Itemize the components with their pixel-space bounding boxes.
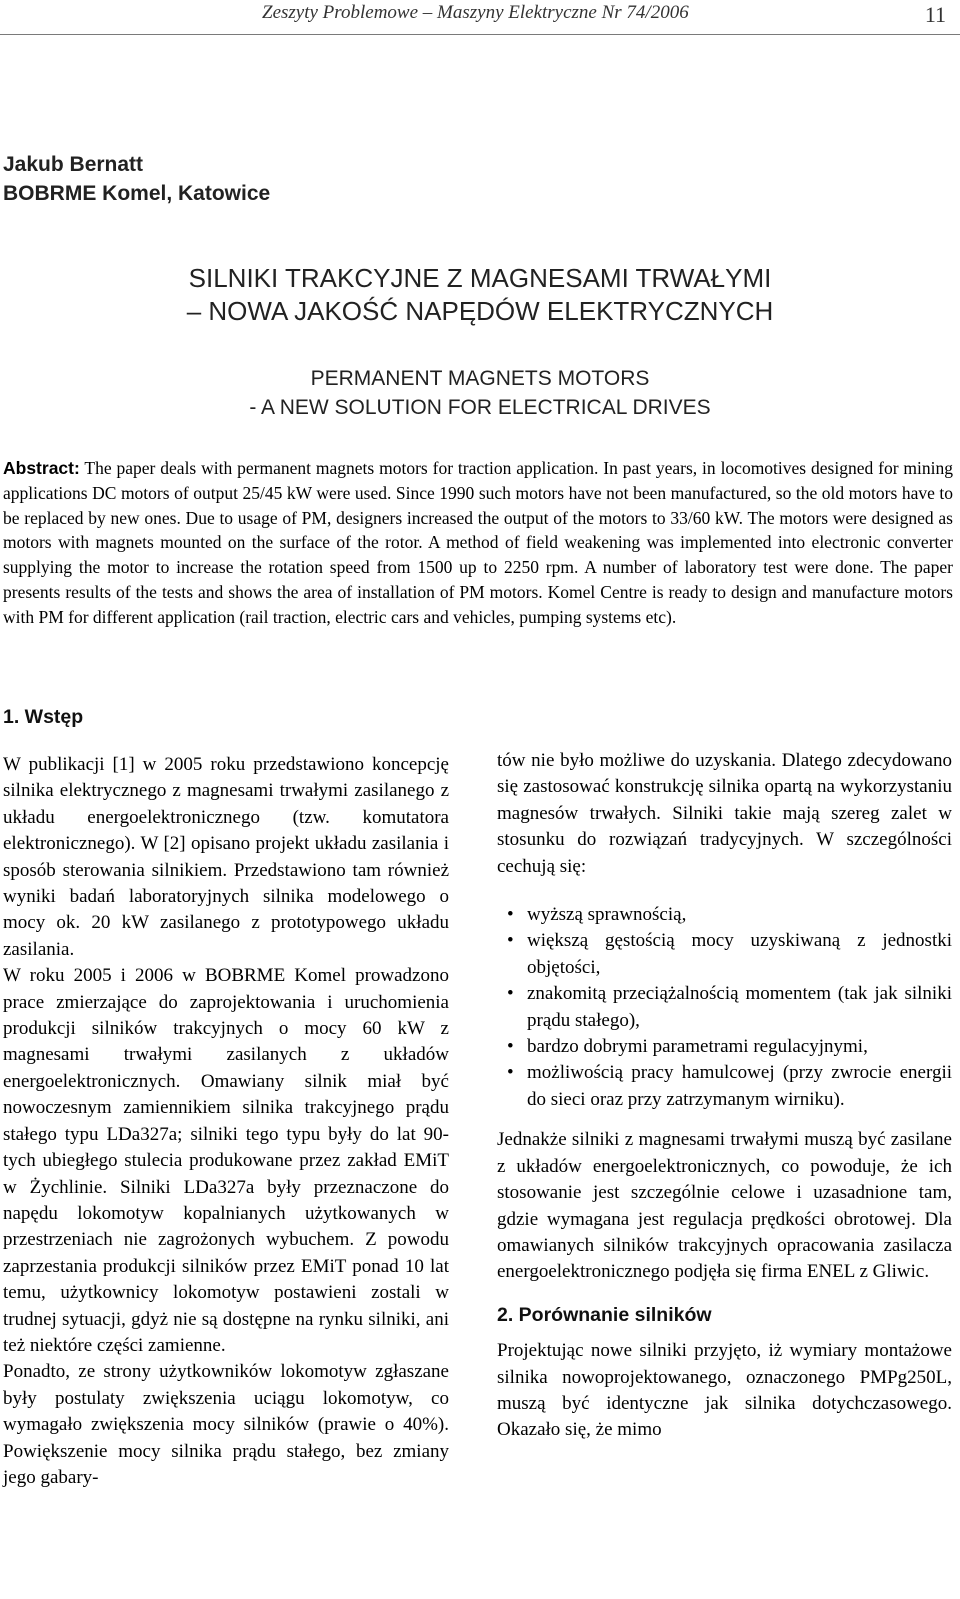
list-item: • większą gęstością mocy uzyskiwaną z jednostki objętości,: [497, 928, 952, 981]
section-2-heading: 2. Porównanie silników: [497, 1303, 712, 1326]
advantages-list: [497, 902, 952, 1113]
section-1-heading: 1. Wstęp: [3, 706, 84, 728]
author-affiliation: BOBRME Komel, Katowice: [3, 182, 271, 205]
paragraph: tów nie było możliwe do uzyskania. Dlatego zdecydowano się zastosować konstrukcję silnika opartą na wykorzystaniu magnesów trwałych. Silniki takie mają szereg zalet w stosunku do rozwiązań tradycyjnych. W szczególności cechują się:: [497, 750, 952, 877]
list-item: • znakomitą przeciążalnością momentem (tak jak silniki prądu stałego),: [497, 981, 952, 1034]
abstract-text: The paper deals with permanent magnets motors for traction application. In past years, in locomotives designed for mining applications DC motors of output 25/45 kW were used. Since 1990 such motors have not been manufactured, so the old motors have to be replaced by new ones. Due to usage of PM, designers increased the output of the motors to 33/60 kW. The motors were designed as motors with magnets mounted on the surface of the rotor. A method of field weakening was implemented into electronic converter supplying the motor to increase the rotation speed from 1500 up to 2250 rpm. A number of laboratory test were done. The paper presents results of the tests and shows the area of installation of PM motors. Komel Centre is ready to design and manufacture motors with PM for different application (rail traction, electric cars and vehicles, pumping systems etc).: [3, 458, 954, 627]
paragraph: Projektując nowe silniki przyjęto, iż wymiary montażowe silnika nowoprojektowanego, oznaczonego PMPg250L, muszą być identyczne jak silnika dotychczasowego. Okazało się, że mimo: [497, 1340, 952, 1441]
page-number: 11: [924, 2, 946, 27]
list-item: • możliwością pracy hamulcowej (przy zwrocie energii do sieci oraz przy zatrzymanym wirniku).: [497, 1060, 952, 1113]
header-rule: [0, 34, 960, 35]
right-column: [497, 748, 952, 1444]
list-item: • bardzo dobrymi parametrami regulacyjnymi,: [497, 1034, 952, 1060]
journal-title: Zeszyty Problemowe – Maszyny Elektryczne Nr 74/2006: [262, 2, 689, 23]
abstract-label: Abstract:: [3, 458, 80, 478]
list-item: • wyższą sprawnością,: [497, 902, 952, 928]
title-polish-line-1: SILNIKI TRAKCYJNE Z MAGNESAMI TRWAŁYMI: [188, 263, 772, 293]
left-column: [3, 752, 449, 1491]
title-english: [0, 364, 960, 422]
paragraph: W publikacji [1] w 2005 roku przedstawiono koncepcję silnika elektrycznego z magnesami trwałymi zasilanego z układu energoelektronicznego (tzw. komutatora elektronicznego). W [2] opisano projekt układu zasilania i sposób sterowania silnikiem. Przedstawiono tam również wyniki badań laboratoryjnych silnika modelowego o mocy ok. 20 kW zasilanego z prototypowego układu zasilania.: [3, 754, 449, 960]
page-header: [0, 0, 960, 40]
abstract: [3, 456, 953, 630]
paragraph: Ponadto, ze strony użytkowników lokomotyw zgłaszane były postulaty zwiększenia uciągu lokomotyw, co wymagało zwiększenia mocy silników (prawie o 40%). Powiększenie mocy silnika prądu stałego, bez zmiany jego gabary-: [3, 1361, 449, 1488]
paragraph: W roku 2005 i 2006 w BOBRME Komel prowadzono prace zmierzające do zaprojektowania i uruchomienia produkcji silników trakcyjnych o mocy 60 kW z magnesami trwałymi zasilanych z układów energoelektronicznych. Omawiany silnik miał być nowoczesnym zamiennikiem silnika trakcyjnego prądu stałego typu LDa327a; silniki tego typu były do lat 90-tych ubiegłego stulecia produkowane przez zakład EMiT w Żychlinie. Silniki LDa327a były przeznaczone do napędu lokomotyw kopalnianych użytkowanych w przestrzeniach nie zagrożonych wybuchem. Z powodu zaprzestania produkcji silników przez EMiT ponad 10 lat temu, użytkownicy lokomotyw postawieni zostali w trudnej sytuacji, gdyż nie są dostępne na rynku silniki, ani też niektóre części zamienne.: [3, 965, 449, 1356]
author-name: Jakub Bernatt: [3, 153, 144, 176]
title-english-line-2: - A NEW SOLUTION FOR ELECTRICAL DRIVES: [249, 396, 711, 419]
title-english-line-1: PERMANENT MAGNETS MOTORS: [310, 367, 650, 390]
paragraph: Jednakże silniki z magnesami trwałymi muszą być zasilane z układów energoelektronicznych, co powoduje, że ich stosowanie jest szczególnie celowe i uzasadnione tam, gdzie wymagana jest regulacja prędkości obrotowej. Dla omawianych silników trakcyjnych opracowania zasilacza energoelektronicznego podjęła się firma ENEL z Gliwic.: [497, 1129, 952, 1283]
title-polish: [0, 262, 960, 328]
title-polish-line-2: – NOWA JAKOŚĆ NAPĘDÓW ELEKTRYCZNYCH: [186, 296, 774, 326]
author-block: [3, 150, 270, 208]
